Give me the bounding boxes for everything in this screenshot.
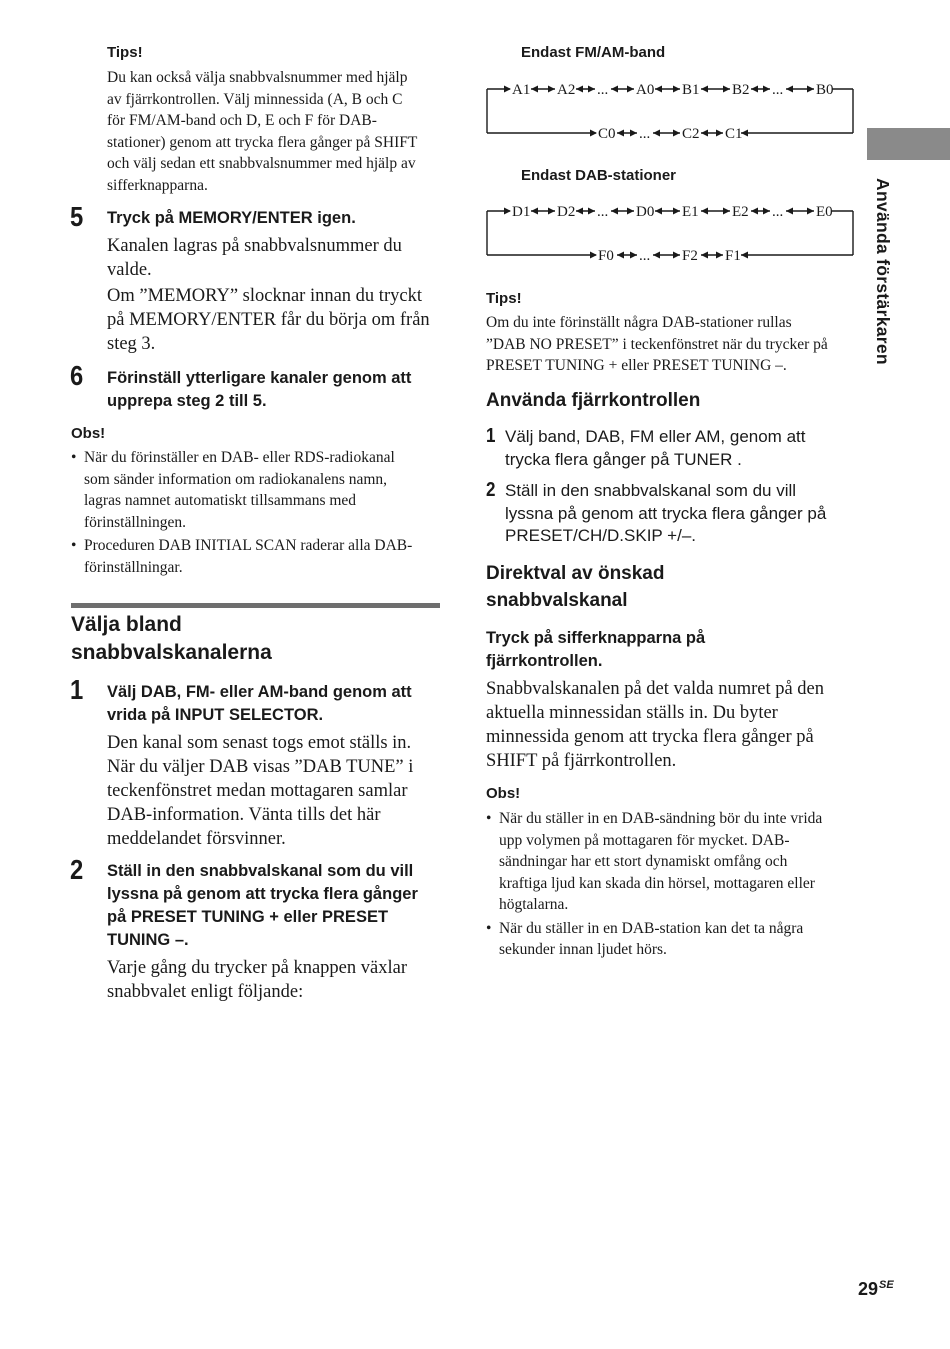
text-line: förinställningar. — [84, 558, 183, 576]
preset-label: C2 — [682, 126, 700, 142]
obs-list — [71, 447, 446, 579]
preset-label: ... — [597, 204, 609, 220]
preset-label: E2 — [732, 204, 749, 220]
step-text — [107, 234, 447, 356]
obs-item — [486, 808, 861, 916]
tips-line: Om du inte förinställt några DAB-stationer rullas — [486, 314, 792, 331]
arrowhead — [701, 252, 708, 259]
arrowhead — [655, 86, 662, 93]
text-line: steg 3. — [107, 334, 156, 354]
text-line: Den kanal som senast togs emot ställs in. — [107, 733, 412, 753]
arrowhead — [653, 130, 660, 137]
arrowhead — [548, 86, 555, 93]
arrowhead — [751, 208, 758, 215]
arrowhead — [576, 208, 583, 215]
heading-line: Ställ in den snabbvalskanal som du vill — [107, 862, 414, 880]
step-text — [505, 480, 860, 548]
text-line: kraftiga ljud kan skada din hörsel, mottagaren eller — [499, 874, 815, 892]
heading-line: TUNING –. — [107, 931, 189, 949]
preset-label: ... — [772, 204, 784, 220]
preset-label: C0 — [598, 126, 616, 142]
tips-line: av fjärrkontrollen. Välj minnessida (A, B och C — [107, 90, 403, 108]
section-title: Använda fjärrkontrollen — [486, 390, 701, 411]
preset-label: A0 — [636, 82, 655, 98]
text-line: • När du förinställer en DAB- eller RDS-radiokanal — [84, 449, 395, 466]
text-line: • Proceduren DAB INITIAL SCAN raderar alla DAB- — [84, 537, 413, 554]
heading-line: fjärrkontrollen. — [486, 652, 603, 670]
heading-line: Förinställ ytterligare kanaler genom att — [107, 369, 412, 387]
arrowhead — [588, 208, 595, 215]
section-title — [486, 560, 664, 614]
obs-heading: Obs! — [71, 425, 106, 442]
heading-line: Tryck på sifferknapparna på — [486, 629, 706, 647]
cycle-arrows — [504, 86, 814, 137]
step-heading — [107, 681, 412, 727]
page-number-suffix: SE — [879, 1279, 894, 1291]
chapter-tab-label: Använda förstärkaren — [873, 178, 893, 365]
tips-line: och välj sedan ett snabbvalsnummer med hjälp av — [107, 155, 416, 172]
arrowhead — [786, 208, 793, 215]
arrowhead — [786, 86, 793, 93]
tips-line: ”DAB NO PRESET” i teckenfönstret när du trycker på — [486, 335, 828, 353]
title-line: Välja bland — [71, 613, 182, 636]
cycle-lines — [487, 89, 853, 133]
preset-label: B0 — [816, 82, 834, 98]
text-line: högtalarna. — [499, 896, 569, 913]
preset-label: E0 — [816, 204, 833, 220]
arrowhead — [548, 208, 555, 215]
diagram-label: Endast FM/AM-band — [521, 44, 666, 61]
page-number — [858, 1279, 894, 1300]
text-line: lagras namnet automatiskt tillsammans med — [84, 492, 357, 509]
arrowhead — [763, 208, 770, 215]
arrowhead — [716, 130, 723, 137]
step-number: 2 — [70, 854, 84, 885]
heading-line: på PRESET TUNING + eller PRESET — [107, 908, 389, 926]
arrowhead — [763, 86, 770, 93]
text-line: sekunder innan ljudet hörs. — [499, 941, 667, 958]
step-number: 1 — [486, 425, 496, 447]
arrowhead — [531, 208, 538, 215]
arrowhead — [627, 208, 634, 215]
step-heading: Tryck på MEMORY/ENTER igen. — [107, 209, 356, 227]
tips-heading: Tips! — [107, 44, 143, 61]
step-number: 1 — [70, 674, 84, 705]
step-text — [107, 731, 447, 851]
title-line: snabbvalskanal — [486, 590, 628, 611]
text-line: sändningar har ett stort dynamiskt omfång och — [499, 853, 788, 870]
title-line: snabbvalskanalerna — [71, 641, 272, 664]
text-line: PRESET/CH/D.SKIP +/–. — [505, 526, 697, 545]
section-title — [71, 611, 272, 667]
arrowhead — [807, 208, 814, 215]
text-line: minnessida genom att trycka flera gånger på — [486, 727, 814, 747]
arrowhead — [611, 208, 618, 215]
preset-label: ... — [597, 82, 609, 98]
arrowhead — [807, 86, 814, 93]
chapter-tab — [867, 128, 950, 160]
text-line: • När du ställer in en DAB-sändning bör du inte vrida — [499, 810, 823, 827]
arrowhead — [655, 208, 662, 215]
text-line: upp volymen på mottagaren för mycket. DAB- — [499, 831, 790, 849]
cycle-top-row — [512, 82, 834, 98]
text-line: DAB-information. Vänta tills det här — [107, 805, 381, 825]
text-line: Kanalen lagras på snabbvalsnummer du — [107, 236, 402, 256]
text-line: Om ”MEMORY” slocknar innan du tryckt — [107, 286, 422, 306]
diagram-label: Endast DAB-stationer — [521, 167, 677, 184]
arrowhead — [701, 208, 708, 215]
fmam-preset-diagram — [486, 78, 856, 147]
heading-line: Välj DAB, FM- eller AM-band genom att — [107, 683, 412, 701]
tips-heading: Tips! — [486, 290, 522, 307]
preset-label: D2 — [557, 204, 576, 220]
preset-label: D1 — [512, 204, 531, 220]
arrowhead — [723, 208, 730, 215]
arrowhead — [701, 86, 708, 93]
tips-text — [107, 67, 447, 196]
arrowhead — [504, 86, 511, 93]
tips-line: för FM/AM-band och D, E och F för DAB- — [107, 112, 377, 129]
preset-label: B1 — [682, 82, 700, 98]
text-line: SHIFT på fjärrkontrollen. — [486, 751, 677, 771]
arrowhead — [590, 252, 597, 259]
heading-line: vrida på INPUT SELECTOR. — [107, 706, 324, 724]
obs-list — [486, 808, 861, 962]
step-number: 5 — [70, 201, 84, 232]
step-number: 6 — [70, 360, 84, 391]
arrowhead — [531, 86, 538, 93]
preset-label: B2 — [732, 82, 750, 98]
cycle-lines — [487, 211, 853, 255]
section-rule — [71, 603, 440, 608]
obs-item — [71, 447, 446, 533]
preset-label: D0 — [636, 204, 655, 220]
tips-text — [486, 312, 856, 377]
arrowhead — [741, 252, 748, 259]
arrowhead — [716, 252, 723, 259]
page-number-value: 29 — [858, 1279, 879, 1299]
heading-line: lyssna på genom att trycka flera gånger — [107, 885, 418, 903]
preset-label: E1 — [682, 204, 699, 220]
arrowhead — [673, 86, 680, 93]
arrowhead — [617, 252, 624, 259]
text-line: förinställningen. — [84, 513, 187, 531]
preset-label: F0 — [598, 248, 614, 264]
preset-label: C1 — [725, 126, 743, 142]
dab-cycle-svg — [486, 200, 856, 264]
text-line: meddelandet försvinner. — [107, 829, 286, 849]
tips-line: Du kan också välja snabbvalsnummer med hjälp — [107, 69, 408, 86]
step-number: 2 — [486, 479, 496, 501]
preset-label: A2 — [557, 82, 576, 98]
text-line: Varje gång du trycker på knappen växlar — [107, 958, 407, 978]
text-line: som sänder information om radiokanalens namn, — [84, 470, 388, 488]
text-line: lyssna på genom att trycka flera gånger på — [505, 503, 827, 523]
dab-preset-diagram — [486, 200, 856, 269]
step-heading — [107, 860, 418, 952]
arrowhead — [653, 252, 660, 259]
arrowhead — [701, 130, 708, 137]
arrowhead — [673, 130, 680, 137]
heading-line: upprepa steg 2 till 5. — [107, 392, 267, 410]
arrowhead — [590, 130, 597, 137]
text-line: Ställ in den snabbvalskanal som du vill — [505, 481, 797, 500]
arrowhead — [673, 208, 680, 215]
step-text — [505, 426, 860, 471]
text-line: När du väljer DAB visas ”DAB TUNE” i — [107, 757, 414, 777]
preset-label: F2 — [682, 248, 698, 264]
step-text — [486, 677, 858, 773]
text-line: • När du ställer in en DAB-station kan det ta några — [499, 919, 804, 937]
arrowhead — [576, 86, 583, 93]
arrowhead — [617, 130, 624, 137]
text-line: valde. — [107, 260, 152, 280]
cycle-arrows — [504, 208, 814, 259]
arrowhead — [751, 86, 758, 93]
arrowhead — [630, 252, 637, 259]
arrowhead — [723, 86, 730, 93]
tips-line: stationer) genom att trycka flera gånger på SHIFT — [107, 133, 418, 151]
text-line: trycka flera gånger på TUNER . — [505, 449, 742, 469]
text-line: teckenfönstret medan mottagaren samlar — [107, 781, 408, 801]
text-line: Snabbvalskanalen på det valda numret på den — [486, 679, 825, 699]
step-text — [107, 956, 447, 1004]
obs-item — [71, 535, 446, 578]
arrowhead — [630, 130, 637, 137]
tips-line: PRESET TUNING + eller PRESET TUNING –. — [486, 357, 787, 374]
preset-label: ... — [639, 248, 651, 264]
cycle-top-row — [512, 204, 833, 220]
preset-label: F1 — [725, 248, 741, 264]
preset-label: ... — [772, 82, 784, 98]
obs-heading: Obs! — [486, 785, 521, 802]
preset-label: A1 — [512, 82, 531, 98]
arrowhead — [673, 252, 680, 259]
obs-item — [486, 918, 861, 961]
fmam-cycle-svg — [486, 78, 856, 142]
step-heading — [107, 367, 411, 413]
arrowhead — [588, 86, 595, 93]
preset-label: ... — [639, 126, 651, 142]
text-line: aktuella minnessidan ställs in. Du byter — [486, 703, 778, 723]
step-heading — [486, 627, 705, 673]
title-line: Direktval av önskad — [486, 563, 665, 584]
text-line: Välj band, DAB, FM eller AM, genom att — [505, 427, 806, 446]
arrowhead — [627, 86, 634, 93]
tips-line: sifferknapparna. — [107, 176, 208, 194]
arrowhead — [504, 208, 511, 215]
text-line: snabbvalet enligt följande: — [107, 982, 304, 1002]
arrowhead — [611, 86, 618, 93]
text-line: på MEMORY/ENTER får du börja om från — [107, 310, 430, 330]
